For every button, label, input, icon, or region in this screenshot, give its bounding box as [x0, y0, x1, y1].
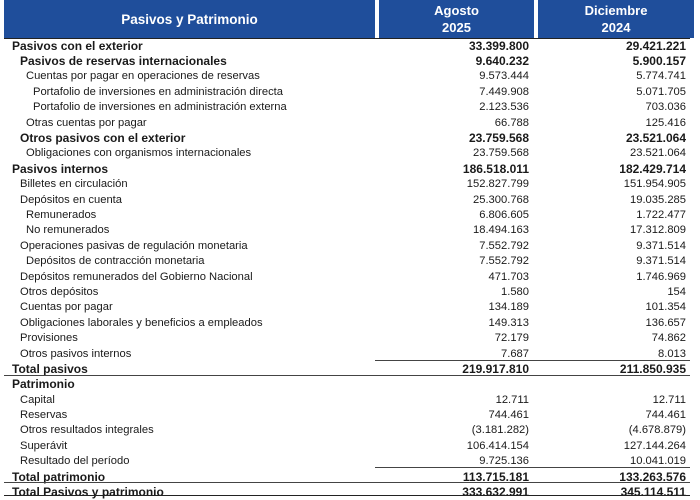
table-row	[0, 423, 700, 438]
row-label: Total Pasivos y patrimonio	[12, 485, 164, 500]
row-label: Otras cuentas por pagar	[26, 116, 147, 129]
table-row	[0, 377, 700, 392]
row-label: Portafolio de inversiones en administración directa	[33, 85, 283, 98]
row-label: No remunerados	[26, 224, 110, 237]
value-diciembre-2024: 19.035.285	[630, 193, 686, 206]
header-col-august-2025	[379, 0, 534, 38]
table-row	[0, 130, 700, 145]
row-label: Otros depósitos	[20, 285, 99, 298]
value-diciembre-2024: 345.114.511	[620, 485, 686, 500]
value-agosto-2025: 7.449.908	[479, 85, 529, 98]
table-row	[0, 100, 700, 115]
row-label: Capital	[20, 393, 55, 406]
value-agosto-2025: 219.917.810	[462, 361, 529, 376]
value-diciembre-2024: (4.678.879)	[628, 424, 686, 437]
table-row	[0, 84, 700, 99]
value-diciembre-2024: 23.521.064	[625, 131, 686, 146]
table-row	[0, 238, 700, 253]
table-row	[0, 253, 700, 268]
value-diciembre-2024: 9.371.514	[636, 239, 686, 252]
header-col2-month: Diciembre	[584, 3, 648, 18]
value-agosto-2025: 7.552.792	[479, 255, 529, 268]
value-agosto-2025: 106.414.154	[466, 439, 529, 452]
value-diciembre-2024: 5.071.705	[636, 85, 686, 98]
value-agosto-2025: 18.494.163	[473, 224, 529, 237]
row-label: Pasivos internos	[12, 161, 109, 176]
table-row	[0, 330, 700, 345]
value-agosto-2025: 333.632.991	[462, 485, 529, 500]
table-row	[0, 223, 700, 238]
value-diciembre-2024: 182.429.714	[619, 161, 686, 176]
table-row	[0, 438, 700, 453]
value-diciembre-2024: 74.862	[651, 332, 686, 345]
value-diciembre-2024: 12.711	[652, 393, 686, 406]
value-agosto-2025: 7.687	[501, 347, 529, 360]
row-label: Total patrimonio	[12, 469, 106, 484]
value-diciembre-2024: 136.657	[645, 316, 686, 329]
divider-total-pasivos	[375, 360, 690, 361]
value-agosto-2025: (3.181.282)	[471, 424, 529, 437]
table-row	[0, 115, 700, 130]
row-label: Obligaciones con organismos internacionales	[26, 147, 252, 160]
value-agosto-2025: 9.573.444	[479, 70, 529, 83]
header-col-december-2024	[538, 0, 694, 38]
value-agosto-2025: 7.552.792	[479, 239, 529, 252]
row-label: Superávit	[20, 439, 68, 452]
value-agosto-2025: 23.759.568	[473, 147, 529, 160]
table-row	[0, 392, 700, 407]
value-agosto-2025: 152.827.799	[466, 178, 529, 191]
table-row	[0, 300, 700, 315]
value-diciembre-2024: 211.850.935	[619, 361, 686, 376]
value-agosto-2025: 9.725.136	[479, 455, 529, 468]
header-title: Pasivos y Patrimonio	[4, 0, 375, 38]
value-diciembre-2024: 703.036	[645, 101, 686, 114]
table-row	[0, 269, 700, 284]
row-label: Obligaciones laborales y beneficios a empleados	[20, 316, 263, 329]
value-diciembre-2024: 151.954.905	[623, 178, 686, 191]
value-diciembre-2024: 154	[667, 285, 686, 298]
divider-top	[4, 38, 690, 39]
table-row	[0, 284, 700, 299]
table-row	[0, 207, 700, 222]
value-diciembre-2024: 101.354	[645, 301, 686, 314]
row-label: Otros pasivos con el exterior	[20, 131, 186, 146]
value-agosto-2025: 113.715.181	[462, 469, 529, 484]
value-agosto-2025: 9.640.232	[475, 54, 529, 69]
divider-grand-total	[4, 482, 690, 483]
value-diciembre-2024: 5.774.741	[636, 70, 686, 83]
value-agosto-2025: 12.711	[495, 393, 529, 406]
value-diciembre-2024: 8.013	[658, 347, 686, 360]
value-diciembre-2024: 1.746.969	[636, 270, 686, 283]
value-diciembre-2024: 9.371.514	[636, 255, 686, 268]
row-label: Cuentas por pagar	[20, 301, 113, 314]
table-row	[0, 161, 700, 176]
table-row	[0, 192, 700, 207]
row-label: Depósitos en cuenta	[20, 193, 122, 206]
table-header	[0, 0, 700, 38]
row-label: Otros resultados integrales	[20, 424, 154, 437]
table-row	[0, 484, 700, 499]
row-label: Depósitos de contracción monetaria	[26, 255, 205, 268]
row-label: Pasivos de reservas internacionales	[20, 54, 227, 69]
value-diciembre-2024: 1.722.477	[636, 208, 686, 221]
table-row	[0, 407, 700, 422]
header-col1-month: Agosto	[434, 3, 479, 18]
value-agosto-2025: 72.179	[494, 332, 529, 345]
value-diciembre-2024: 29.421.221	[625, 38, 686, 53]
value-agosto-2025: 6.806.605	[479, 208, 529, 221]
table-row	[0, 146, 700, 161]
value-agosto-2025: 33.399.800	[468, 38, 529, 53]
value-diciembre-2024: 133.263.576	[619, 469, 686, 484]
row-label: Remunerados	[26, 208, 97, 221]
row-label: Portafolio de inversiones en administración externa	[33, 101, 287, 114]
row-label: Pasivos con el exterior	[12, 38, 143, 53]
table-row	[0, 315, 700, 330]
value-diciembre-2024: 5.900.157	[632, 54, 686, 69]
value-agosto-2025: 149.313	[488, 316, 529, 329]
header-col1-year: 2025	[442, 20, 471, 35]
value-agosto-2025: 66.788	[494, 116, 529, 129]
row-label: Otros pasivos internos	[20, 347, 132, 360]
value-diciembre-2024: 23.521.064	[630, 147, 686, 160]
row-label: Total pasivos	[12, 361, 88, 376]
value-diciembre-2024: 10.041.019	[630, 455, 686, 468]
value-agosto-2025: 744.461	[488, 409, 529, 422]
row-label: Reservas	[20, 409, 68, 422]
value-agosto-2025: 471.703	[488, 270, 529, 283]
value-diciembre-2024: 127.144.264	[623, 439, 686, 452]
value-agosto-2025: 25.300.768	[473, 193, 529, 206]
header-col2-year: 2024	[601, 20, 631, 35]
table-row	[0, 69, 700, 84]
row-label: Operaciones pasivas de regulación monetaria	[20, 239, 248, 252]
value-agosto-2025: 1.580	[501, 285, 529, 298]
row-label: Resultado del período	[20, 455, 130, 468]
value-diciembre-2024: 125.416	[645, 116, 686, 129]
row-label: Patrimonio	[12, 377, 75, 392]
row-label: Depósitos remunerados del Gobierno Nacional	[20, 270, 253, 283]
table-row	[0, 177, 700, 192]
value-diciembre-2024: 17.312.809	[630, 224, 686, 237]
value-agosto-2025: 23.759.568	[468, 131, 529, 146]
table-row	[0, 38, 700, 53]
value-diciembre-2024: 744.461	[645, 409, 686, 422]
row-label: Cuentas por pagar en operaciones de reservas	[26, 70, 260, 83]
divider-total-patrimonio	[375, 467, 690, 468]
value-agosto-2025: 2.123.536	[479, 101, 529, 114]
divider-bottom	[4, 495, 690, 496]
table-row	[0, 53, 700, 68]
divider-patrimonio	[4, 375, 690, 376]
value-agosto-2025: 186.518.011	[462, 161, 529, 176]
value-agosto-2025: 134.189	[488, 301, 529, 314]
row-label: Billetes en circulación	[20, 178, 128, 191]
table-row	[0, 346, 700, 361]
row-label: Provisiones	[20, 332, 78, 345]
